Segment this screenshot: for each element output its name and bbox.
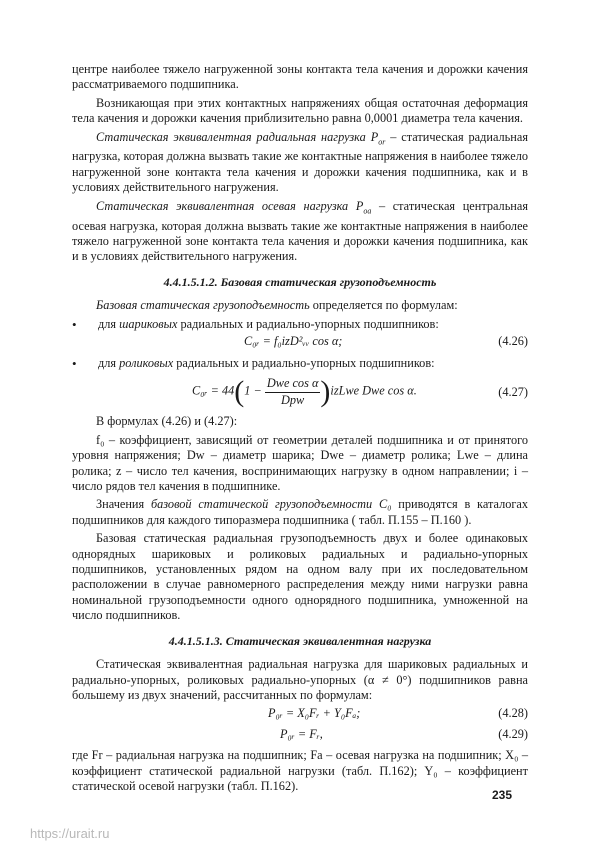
page-body [72,62,528,798]
formula-4-28-number: (4.28) [498,706,528,721]
formula-4-29-expr: P₀ᵣ = Fᵣ, [280,727,323,742]
watermark-url: https://urait.ru [30,826,110,841]
capacity-intro-text: определяется по формулам: [309,298,458,313]
formula-4-26-expr: C₀ᵣ = f₀izD²ᵥᵥ cos α; [244,334,343,348]
paragraph-radial-load-def [72,130,528,196]
formula-4-28 [72,706,528,726]
formula-4-27-expr: C₀ᵣ = 44(1 − $\frac{\text{Dwe cos α}}{\text{Dpw}}$ )izLwe Dwe cos α. [192,375,417,409]
term-radial-load: Статическая эквивалентная радиальная нагрузка [96,129,366,144]
bullet-roller-bearings: • для роликовых радиальных и радиально-упорных подшипников: [72,356,528,371]
fraction-denominator: Dpw [281,392,305,407]
paragraph-contact-zone: центре наиболее тяжело нагруженной зоны контакта тела качения и дорожки качения рассматриваемого подшипника. [72,62,528,92]
paragraph-axial-load-def [72,199,528,265]
formula-4-27-number: (4.27) [498,385,528,400]
formula-4-27 [72,373,528,413]
paragraph-equivalent-intro: Статическая эквивалентная радиальная нагрузка для шариковых радиальных и радиально-упорных, роликовых радиально-упорных (α ≠ 0°) подшипников равна большему из двух значений, рассчитанных по формулам: [72,657,528,702]
section-heading-capacity: 4.4.1.5.1.2. Базовая статическая грузоподъемность [163,274,437,289]
formula-4-27-fraction [265,376,321,408]
formula-4-27-lhs: C₀ᵣ = 44 [192,384,235,399]
bullet-ball-bearings: • для шариковых радиальных и радиально-упорных подшипников: [72,317,528,332]
section-heading-equivalent: 4.4.1.5.1.3. Статическая эквивалентная нагрузка [168,633,432,648]
formula-4-29-number: (4.29) [498,727,528,742]
formula-4-29 [72,727,528,747]
formula-4-26-number: (4.26) [498,334,528,348]
symbol-por: $P_{or}$ [370,129,386,147]
paragraph-where: В формулах (4.26) и (4.27): [96,414,238,429]
radial-load-text: – статическая радиальная нагрузка, которая должна вызвать такие же контактные напряжения в наиболее тяжело нагруженной зоне контакта тела качения и дорожки качения подшипника, как и в условиях действительного нагружения. [72,129,528,195]
paragraph-catalog-values: Значения базовой статической грузоподъемности C₀ приводятся в каталогах подшипников для каждого типоразмера подшипника ( табл. П.155 – П.160 ). [72,497,529,527]
formula-4-27-rhs: izLwe Dwe cos α. [330,384,417,399]
paragraph-base-capacity: Базовая статическая радиальная грузоподъемность двух и более одинаковых однорядных шариковых и роликовых радиальных и радиально-упорных подшипников, установленных рядом на одном валу при их последовательном расположении в случае равномерного распределения между ними нагрузки равна номинальной грузоподъемности одного однорядного подшипника, умноженной на число подшипников. [72,531,528,623]
page-number: 235 [492,788,513,802]
fraction-numerator: Dwe cos α [265,376,321,392]
symbol-poa: $P_{oa}$ [355,198,372,216]
axial-load-text: – статическая центральная осевая нагрузка, которая должна вызвать такие же контактные напряжения в наиболее тяжело нагруженной зоне контакта тела качения и дорожки качения подшипника, как и в условиях действительного нагружения. [72,198,528,264]
term-axial-load: Статическая эквивалентная осевая нагрузка [96,198,349,213]
paragraph-definitions-1: f₀ – коэффициент, зависящий от геометрии деталей подшипника и от принятого уровня напряжения; Dw – диаметр шарика; Dwe – диаметр ролика; Lwe – длина ролика; z – число тел качения, воспринимающих нагрузку в одном направлении; i – число рядов тел качения в подшипнике. [72,432,528,494]
paragraph-deformation: Возникающая при этих контактных напряжениях общая остаточная деформация тела качения и дорожки качения приблизительно равна 0,0001 диаметра тела качения. [72,95,528,126]
formula-4-26 [72,334,528,354]
formula-4-28-expr: P₀ᵣ = X₀Fᵣ + Y₀Fₐ; [268,706,361,721]
paragraph-definitions-2: где Fr – радиальная нагрузка на подшипник; Fa – осевая нагрузка на подшипник; X₀ – коэффициент статической радиальной нагрузки (табл. П.162); Y₀ – коэффициент статической осевой нагрузки (табл. П.162). [72,748,528,794]
paragraph-capacity-intro [72,298,528,313]
term-capacity: Базовая статическая грузоподъемность [96,298,310,313]
